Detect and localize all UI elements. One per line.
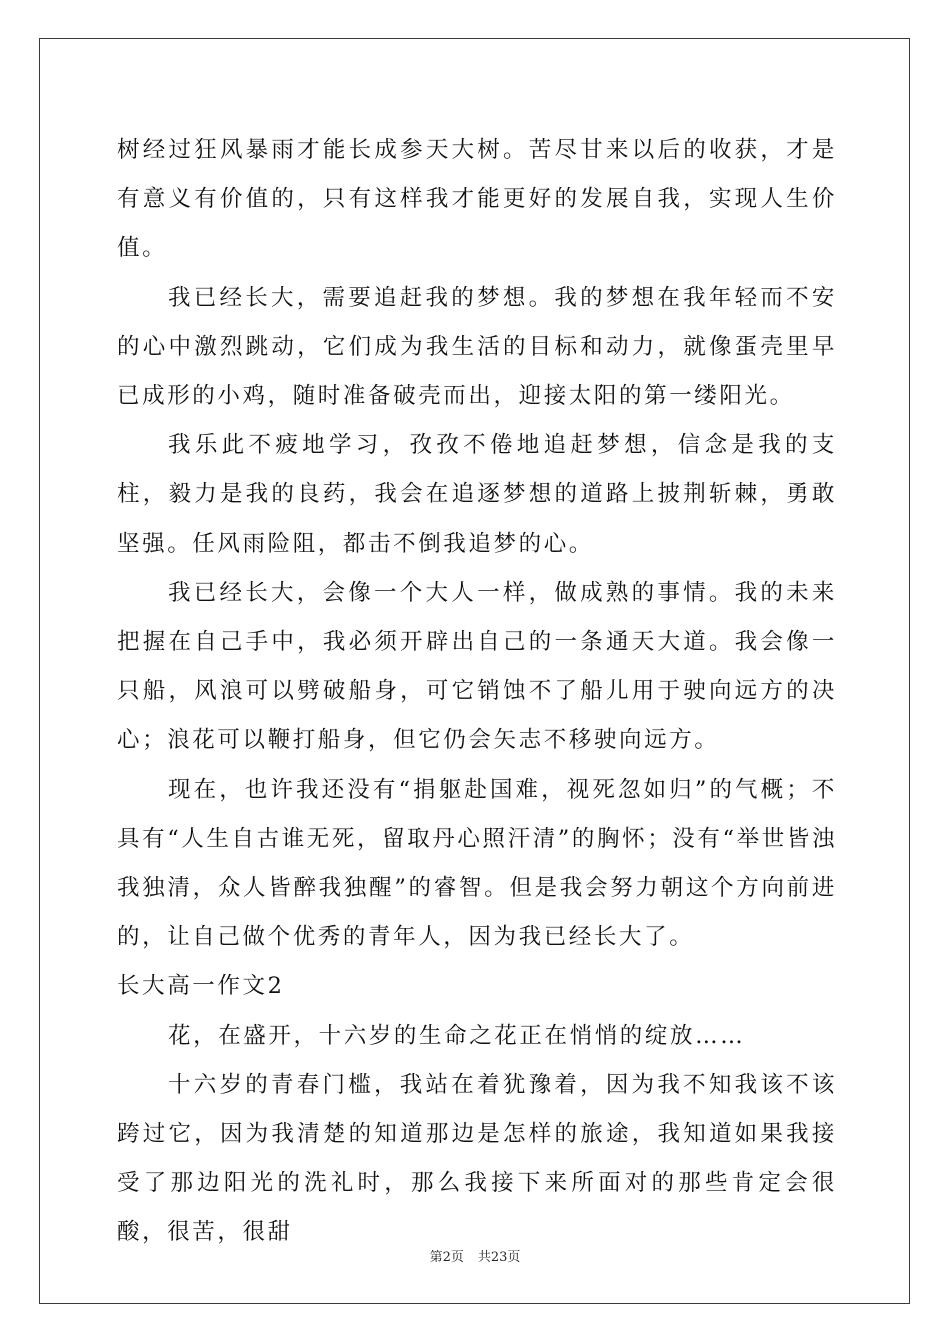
page-footer (0, 1246, 950, 1265)
document-body (117, 126, 837, 1258)
page-number: 第2页 (429, 1250, 464, 1265)
section-heading: 长大高一作文2 (117, 973, 285, 1000)
paragraph: 十六岁的青春门槛，我站在着犹豫着，因为我不知我该不该跨过它，因为我清楚的知道那边是怎样的旅途，我知道如果我接受了那边阳光的洗礼时，那么我接下来所面对的那些肯定会很酸，很苦，很甜 (117, 1071, 837, 1246)
paragraph: 我乐此不疲地学习，孜孜不倦地追赶梦想，信念是我的支柱，毅力是我的良药，我会在追逐梦想的道路上披荆斩棘，勇敢坚强。任风雨险阻，都击不倒我追梦的心。 (117, 432, 837, 557)
paragraph: 我已经长大，需要追赶我的梦想。我的梦想在我年轻而不安的心中激烈跳动，它们成为我生活的目标和动力，就像蛋壳里早已成形的小鸡，随时准备破壳而出，迎接太阳的第一缕阳光。 (117, 284, 837, 410)
paragraph: 花，在盛开，十六岁的生命之花正在悄悄的绽放…… (168, 1022, 746, 1049)
page-total: 共23页 (477, 1250, 521, 1265)
paragraph: 我已经长大，会像一个大人一样，做成熟的事情。我的未来把握在自己手中，我必须开辟出自己的一条通天大道。我会像一只船，风浪可以劈破船身，可它销蚀不了船儿用于驶向远方的决心；浪花可以鞭打船身，但它仍会矢志不移驶向远方。 (117, 579, 837, 754)
paragraph: 树经过狂风暴雨才能长成参天大树。苦尽甘来以后的收获，才是有意义有价值的，只有这样我才能更好的发展自我，实现人生价值。 (117, 137, 837, 262)
paragraph: 现在，也许我还没有“捐躯赴国难，视死忽如归”的气概；不具有“人生自古谁无死，留取丹心照汗清”的胸怀；没有“举世皆浊我独清，众人皆醉我独醒”的睿智。但是我会努力朝这个方向前进的，让自己做个优秀的青年人，因为我已经长大了。 (117, 776, 838, 951)
